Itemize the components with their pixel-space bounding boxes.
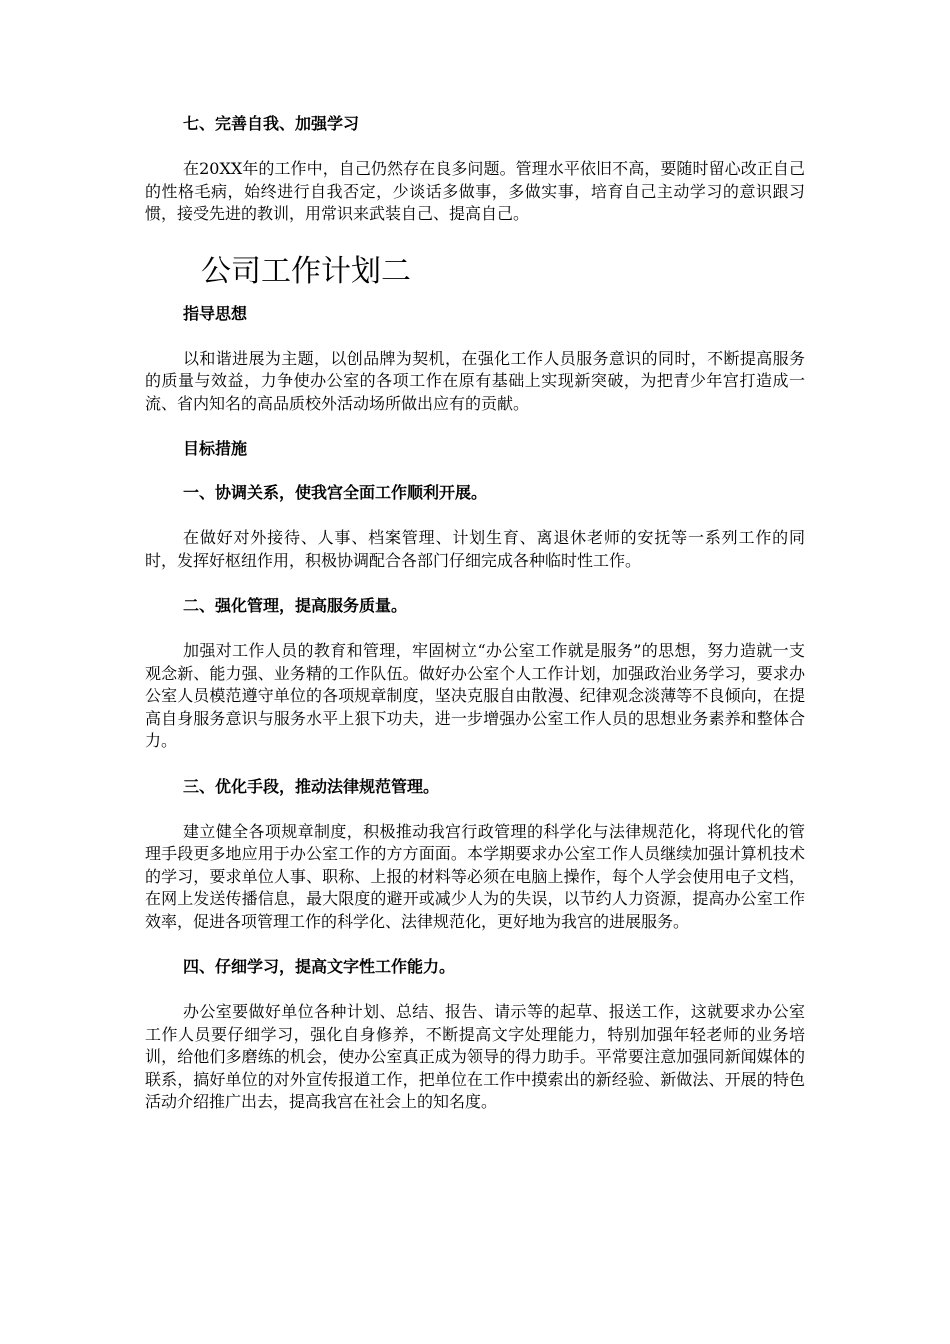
measure-1-heading: 一、协调关系，使我宫全面工作顺利开展。 [183, 483, 488, 502]
target-measures-heading: 目标措施 [183, 439, 248, 458]
section-7-paragraph: 在20XX年的工作中，自己仍然存在良多问题。管理水平依旧不高，要随时留心改正自己的性格毛病，始终进行自我否定，少谈话多做事，多做实事，培育自己主动学习的意识跟习惯，接受先进的教训，用常识来武装自己、提高自己。 [145, 159, 805, 223]
section-7-heading: 七、完善自我、加强学习 [183, 114, 360, 133]
measure-2-heading: 二、强化管理，提高服务质量。 [183, 596, 408, 615]
plan-title: 公司工作计划二 [201, 253, 411, 289]
measure-4-paragraph: 办公室要做好单位各种计划、总结、报告、请示等的起草、报送工作，这就要求办公室工作人员要仔细学习，强化自身修养，不断提高文字处理能力，特别加强年轻老师的业务培训，给他们多磨练的机会，使办公室真正成为领导的得力助手。平常要注意加强同新闻媒体的联系，搞好单位的对外宣传报道工作，把单位在工作中摸索出的新经验、新做法、开展的特色活动介绍推广出去，提高我宫在社会上的知名度。 [145, 1002, 805, 1111]
guiding-thought-paragraph: 以和谐进展为主题，以创品牌为契机，在强化工作人员服务意识的同时，不断提高服务的质量与效益，力争使办公室的各项工作在原有基础上实现新突破，为把青少年宫打造成一流、省内知名的高品质校外活动场所做出应有的贡献。 [145, 348, 805, 413]
document-page [145, 112, 805, 1114]
measure-2-paragraph: 加强对工作人员的教育和管理，牢固树立“办公室工作就是服务”的思想，努力造就一支观念新、能力强、业务精的工作队伍。做好办公室个人工作计划，加强政治业务学习，要求办公室人员模范遵守单位的各项规章制度，坚决克服自由散漫、纪律观念淡薄等不良倾向，在提高自身服务意识与服务水平上狠下功夫，进一步增强办公室工作人员的思想业务素养和整体合力。 [145, 641, 805, 750]
guiding-thought-heading: 指导思想 [183, 303, 248, 323]
measure-3-heading: 三、优化手段，推动法律规范管理。 [183, 776, 440, 796]
measure-3-paragraph: 建立健全各项规章制度，积极推动我宫行政管理的科学化与法律规范化，将现代化的管理手段更多地应用于办公室工作的方方面面。本学期要求办公室工作人员继续加强计算机技术的学习，要求单位人事、职称、上报的材料等必须在电脑上操作，每个人学会使用电子文档，在网上发送传播信息，最大限度的避开或减少人为的失误，以节约人力资源，提高办公室工作效率，促进各项管理工作的科学化、法律规范化，更好地为我宫的进展服务。 [145, 821, 805, 931]
measure-4-heading: 四、仔细学习，提高文字性工作能力。 [183, 957, 456, 976]
measure-1-paragraph: 在做好对外接待、人事、档案管理、计划生育、离退休老师的安抚等一系列工作的同时，发挥好枢纽作用，积极协调配合各部门仔细完成各种临时性工作。 [145, 528, 805, 570]
